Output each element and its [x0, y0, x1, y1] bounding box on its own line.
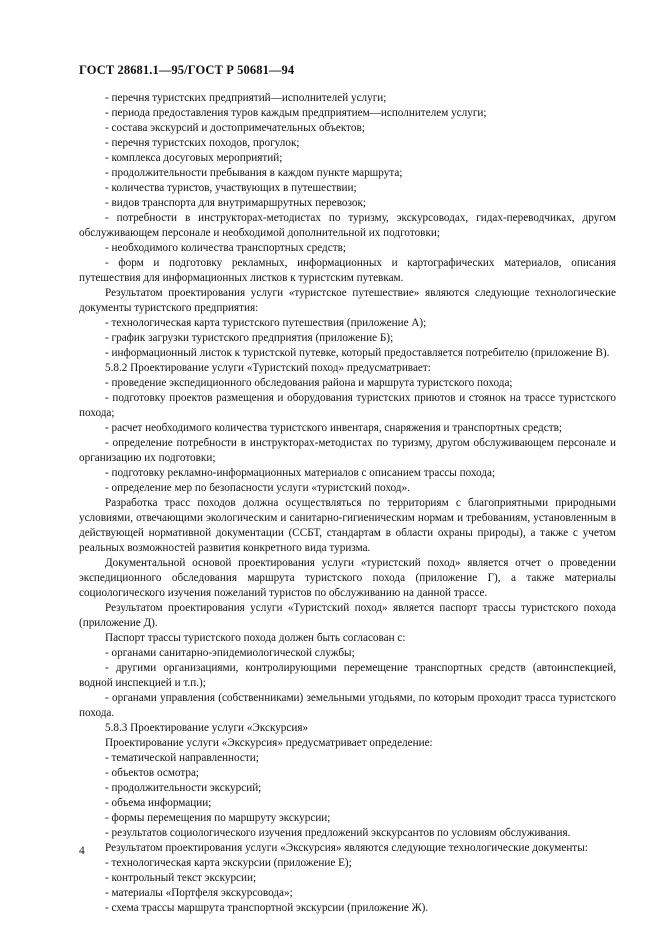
list-item: - проведение экспедиционного обследования района и маршрута туристского похода; — [105, 377, 513, 389]
list-item: - подготовку проектов размещения и оборудования туристских приютов и стоянок на трассе туристского похода; — [79, 392, 616, 419]
list-item: - форм и подготовку рекламных, информационных и картографических материалов, описания путешествия для информационных листков к туристским путевкам. — [79, 257, 616, 284]
paragraph: Документальной основой проектирования услуги «туристский поход» является отчет о проведении экспедиционного обследования маршрута туристского похода (приложение Г), а также материалы социологического изучения пожеланий туристов по обслуживанию на данной трассе. — [79, 557, 616, 599]
list-item: - информационный листок к туристской путевке, который предоставляется потребителю (приложение В). — [105, 347, 610, 359]
list-item: - материалы «Портфеля экскурсовода»; — [105, 887, 293, 899]
list-item: - органами санитарно-эпидемиологической службы; — [105, 647, 355, 659]
list-item: - органами управления (собственниками) земельными угодьями, по которым проходит трасса туристского похода. — [79, 692, 616, 719]
section-heading: 5.8.2 Проектирование услуги «Туристский поход» предусматривает: — [105, 362, 431, 374]
paragraph: Паспорт трассы туристского похода должен быть согласован с: — [105, 632, 406, 644]
list-item: - необходимого количества транспортных средств; — [105, 242, 346, 254]
paragraph: Результатом проектирования услуги «Туристский поход» является паспорт трассы туристского похода (приложение Д). — [79, 602, 616, 629]
list-item: - потребности в инструкторах-методистах по туризму, экскурсоводах, гидах-переводчиках, другом обслуживающем персонале и необходимой дополнительной их подготовки; — [79, 212, 616, 239]
list-item: - определение потребности в инструкторах-методистах по туризму, другом обслуживающем персонале и организацию их подготовки; — [79, 437, 616, 464]
list-item: - тематической направленности; — [105, 752, 259, 764]
paragraph: Разработка трасс походов должна осуществляться по территориям с благоприятными природными условиями, отвечающими экологическим и санитарно-гигиеническим нормам и требованиям, установленным в действующей нормативной документации (ССБТ, стандартам в области охраны природы), а также с учетом реальных возможностей развития конкретного вида туризма. — [79, 497, 616, 554]
paragraph: Результатом проектирования услуги «Экскурсия» являются следующие технологические документы: — [105, 842, 588, 854]
list-item: - технологическая карта экскурсии (приложение Е); — [105, 857, 352, 869]
page-header: ГОСТ 28681.1—95/ГОСТ Р 50681—94 — [79, 63, 295, 77]
list-item: - объектов осмотра; — [105, 767, 200, 779]
list-item: - другими организациями, контролирующими перемещение транспортных средств (автоинспекцией, водной инспекцией и т.п.); — [79, 662, 616, 689]
list-item: - график загрузки туристского предприятия (приложение Б); — [105, 332, 394, 344]
list-item: - продолжительности экскурсий; — [105, 782, 262, 794]
list-item: - видов транспорта для внутримаршрутных перевозок; — [105, 197, 366, 209]
paragraph: Результатом проектирования услуги «туристское путешествие» являются следующие технологические документы туристского предприятия: — [79, 287, 616, 314]
section-heading: 5.8.3 Проектирование услуги «Экскурсия» — [105, 722, 309, 734]
list-item: - формы перемещения по маршруту экскурсии; — [105, 812, 331, 824]
list-item: - определение мер по безопасности услуги «туристский поход». — [105, 482, 410, 494]
list-item: - схема трассы маршрута транспортной экскурсии (приложение Ж). — [105, 902, 429, 914]
list-item: - контрольный текст экскурсии; — [105, 872, 257, 884]
list-item: - периода предоставления туров каждым предприятием—исполнителем услуги; — [105, 107, 487, 119]
list-item: - состава экскурсий и достопримечательных объектов; — [105, 122, 365, 134]
list-item: - количества туристов, участвующих в путешествии; — [105, 182, 357, 194]
paragraph: Проектирование услуги «Экскурсия» предусматривает определение: — [105, 737, 433, 749]
list-item: - подготовку рекламно-информационных материалов с описанием трассы похода; — [105, 467, 496, 479]
list-item: - комплекса досуговых мероприятий; — [105, 152, 283, 164]
list-item: - расчет необходимого количества туристского инвентаря, снаряжения и транспортных средств; — [105, 422, 562, 434]
list-item: - перечня туристских походов, прогулок; — [105, 137, 300, 149]
list-item: - перечня туристских предприятий—исполнителей услуги; — [105, 92, 387, 104]
list-item: - результатов социологического изучения предложений экскурсантов по условиям обслуживания. — [105, 827, 571, 839]
page-number: 4 — [79, 845, 85, 857]
list-item: - объема информации; — [105, 797, 212, 809]
document-body — [79, 91, 616, 916]
list-item: - продолжительности пребывания в каждом пункте маршрута; — [105, 167, 403, 179]
list-item: - технологическая карта туристского путешествия (приложение А); — [105, 317, 427, 329]
